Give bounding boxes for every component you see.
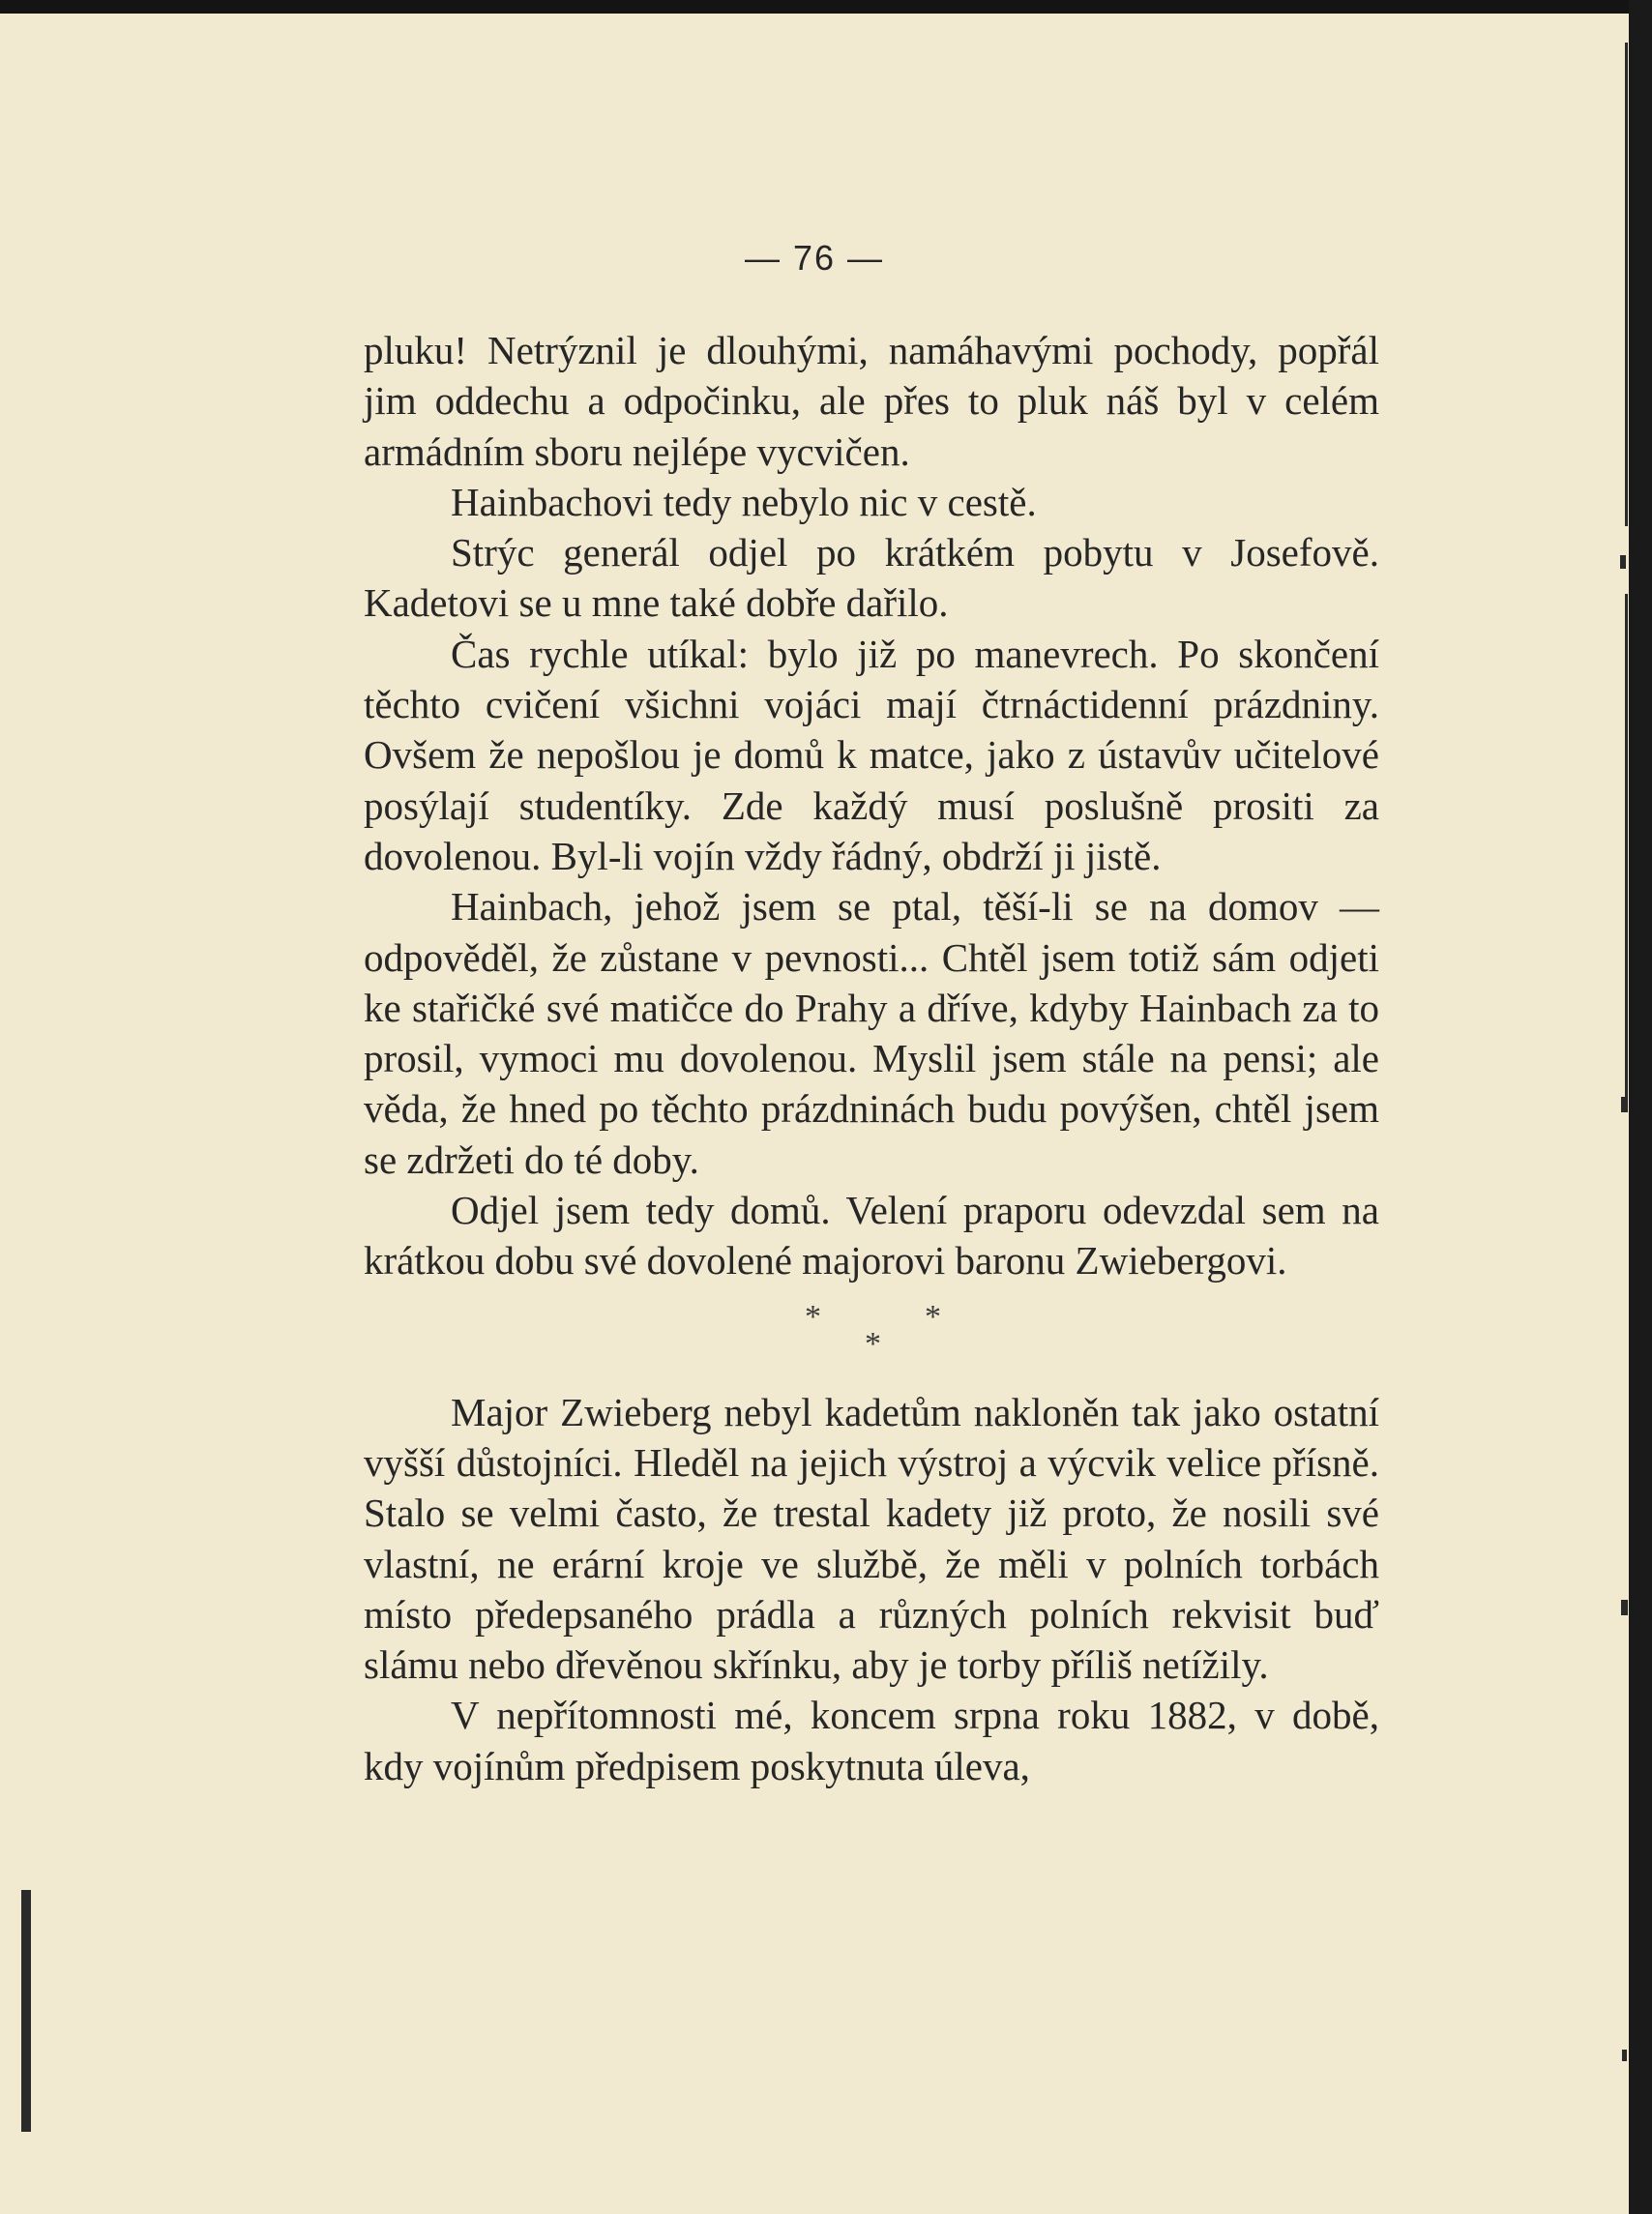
page-number: — 76 — <box>744 238 885 278</box>
paragraph: Hainbachovi tedy nebylo nic v cestě. <box>451 479 1037 524</box>
scan-mark <box>1620 555 1626 569</box>
separator-star: * <box>805 1298 821 1335</box>
section-separator <box>364 1286 1379 1387</box>
scan-mark <box>21 1890 31 2132</box>
paragraph: pluku! Netrýznil je dlouhými, namáhavými pochody, popřál jim oddechu a odpočinku, ale přes to pluk náš byl v celém armádním sboru nejlépe vycvičen. <box>364 328 1379 474</box>
separator-star: * <box>925 1298 941 1335</box>
paragraph: Major Zwieberg nebyl kadetům nakloněn tak jako ostatní vyšší důstojníci. Hleděl na jejich výstroj a výcvik velice přísně. Stalo se velmi často, že trestal kadety již proto, že nosili své vlastní, ne erární kroje ve službě, že měli v polních torbách místo předepsaného prádla a různých polních rekvisit buď slámu nebo dřevěnou skřínku, aby je torby příliš netížily. <box>364 1389 1379 1688</box>
paragraph: V nepřítomnosti mé, koncem srpna roku 1882, v době, kdy vojínům předpisem poskytnuta úleva, <box>364 1693 1379 1788</box>
page-edge <box>1629 0 1652 2214</box>
separator-star: * <box>865 1325 881 1362</box>
book-page <box>0 14 1629 2214</box>
paragraph: Odjel jsem tedy domů. Velení praporu odevzdal sem na krátkou dobu své dovolené majorovi baronu Zwiebergovi. <box>364 1188 1379 1284</box>
page-text <box>364 325 1379 1791</box>
scan-mark <box>1622 2050 1627 2061</box>
scan-mark <box>1625 43 1628 526</box>
scan-mark <box>1625 594 1628 1097</box>
scan-mark <box>1621 1097 1628 1112</box>
paragraph: Strýc generál odjel po krátkém pobytu v Josefově. Kadetovi se u mne také dobře dařilo. <box>364 530 1379 626</box>
scan-mark <box>1621 1600 1628 1615</box>
paragraph: Hainbach, jehož jsem se ptal, těší-li se na domov — odpověděl, že zůstane v pevnosti... Chtěl jsem totiž sám odjeti ke stařičké své matičce do Prahy a dříve, kdyby Hainbach za to prosil, vymoci mu dovolenou. Myslil jsem stále na pensi; ale věda, že hned po těchto prázdninách budu povýšen, chtěl jsem se zdržeti do té doby. <box>364 884 1379 1182</box>
paragraph: Čas rychle utíkal: bylo již po manevrech. Po skončení těchto cvičení všichni vojáci mají čtrnáctidenní prázdniny. Ovšem že nepošlou je domů k matce, jako z ústavův učitelové posýlají studentíky. Zde každý musí poslušně prositi za dovolenou. Byl-li vojín vždy řádný, obdrží ji jistě. <box>364 631 1379 878</box>
